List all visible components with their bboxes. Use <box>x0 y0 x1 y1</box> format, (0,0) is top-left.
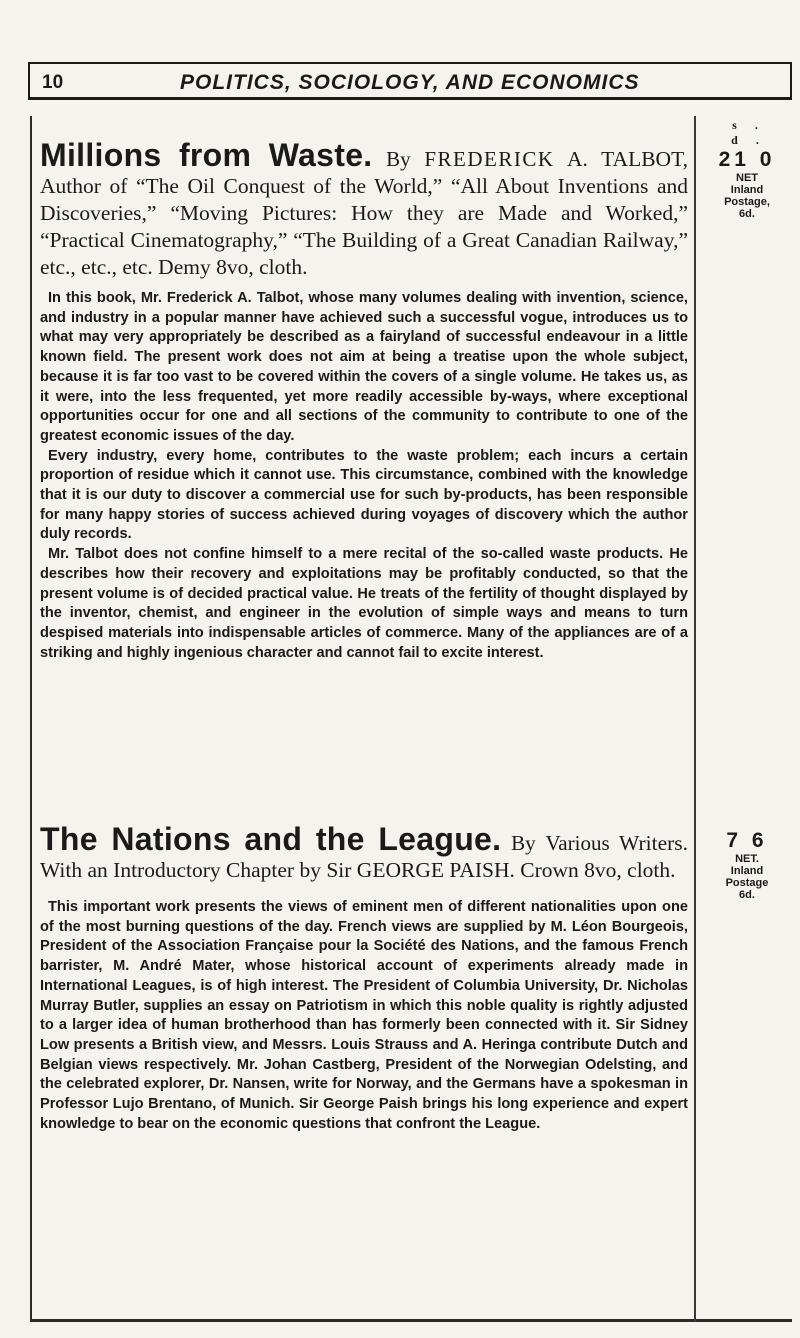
book-description <box>40 898 688 1134</box>
by-label: By <box>386 147 411 171</box>
price-units: s. d. <box>731 118 777 147</box>
book-entry-millions-from-waste <box>40 137 688 663</box>
heading-details: A. TALBOT, Author of “The Oil Conquest of the World,” “All About Inventions and Discoveries,” “Moving Pictures: How they are Made and Worked,” “Practical Cinematography,” “The Building of a Great Canadian Railway,” etc., etc., etc. Demy 8vo, cloth. <box>40 147 688 279</box>
book-title: Millions from Waste. <box>40 137 373 173</box>
description-paragraph: This important work presents the views of eminent men of different nationalities upon one of the most burning questions of the day. French views are supplied by M. Léon Bourgeois, President of the Association Française pour la Société des Nations, and the famous French barrister, M. André Mater, whose historical account of experiments already made in International Leagues, is of high interest. The President of Columbia University, Dr. Nicholas Murray Butler, supplies an essay on Patriotism in which this noble quality is rightly adjusted to a larger idea of human brotherhood than has formerly been connected with it. Sir Sidney Low presents a British view, and Messrs. Louis Strauss and A. Heringa contribute Dutch and Belgian views respectively. Mr. Johan Castberg, President of the Norwegian Odelsting, and the celebrated explorer, Dr. Nansen, write for Norway, and the Germans have a spokesman in Professor Lujo Brentano, of Munich. Sir George Paish brings his long experience and expert knowledge to bear on the economic questions that confront the League. <box>40 899 688 1132</box>
by-label: By <box>511 831 536 855</box>
price-postage-note: Inland <box>730 184 764 196</box>
price-box-1 <box>697 118 797 220</box>
author-name: Various <box>545 831 610 855</box>
page-number: 10 <box>42 72 64 93</box>
price-column-rule <box>694 116 696 1322</box>
heading-details: Writers. With an Introductory Chapter by Sir GEORGE PAISH. Crown 8vo, cloth. <box>40 831 689 882</box>
price-postage-amount: 6d. <box>739 208 755 220</box>
book-title: The Nations and the League. <box>40 821 502 857</box>
running-title: POLITICS, SOCIOLOGY, AND ECONOMICS <box>180 71 640 94</box>
price-postage-note: Postage, <box>724 196 770 208</box>
entry-heading <box>40 137 688 281</box>
price-amount: 21 0 <box>718 148 776 171</box>
price-postage-note: Postage <box>725 877 769 889</box>
description-paragraph: Every industry, every home, contributes to the waste problem; each incurs a certain proportion of residue which it cannot use. This circumstance, combined with the knowledge that it is our duty to discover a commercial use for such by-products, has been responsible for many happy stories of success achieved during voyages of discovery which the author duly records. <box>40 447 688 543</box>
entry-heading <box>40 821 689 884</box>
price-box-2 <box>697 829 797 901</box>
running-header <box>28 62 792 100</box>
price-net-label: NET <box>736 172 758 184</box>
author-name: FREDERICK <box>424 147 555 171</box>
description-paragraph: Mr. Talbot does not confine himself to a mere recital of the so-called waste products. He describes how their recovery and exploitations may be profitably conducted, so that the present volume is of decided practical value. He treats of the fertility of thought displayed by the inventor, chemist, and engineer in the evolution of simple ways and means to turn despised materials into indispensable articles of commerce. Many of the appliances are of a striking and highly ingenious character and cannot fail to excite interest. <box>40 546 688 661</box>
book-entry-nations-and-league <box>40 821 689 1134</box>
price-postage-note: Inland <box>730 865 764 877</box>
price-amount: 7 6 <box>726 829 768 852</box>
book-description <box>40 289 688 663</box>
price-net-label: NET. <box>735 853 759 865</box>
price-postage-amount: 6d. <box>739 889 755 901</box>
description-paragraph: In this book, Mr. Frederick A. Talbot, whose many volumes dealing with invention, science, and industry in a popular manner have achieved such a successful vogue, introduces us to what may very appropriately be described as a fairyland of successful endeavour in a little known field. The present work does not aim at being a treatise upon the whole subject, because it is far too vast to be covered within the covers of a single volume. He takes us, as it were, into the less frequented, yet more readily accessible by-ways, where exceptional opportunities occur for one and all sections of the community to contribute to one of the greatest economic issues of the day. <box>40 290 688 444</box>
